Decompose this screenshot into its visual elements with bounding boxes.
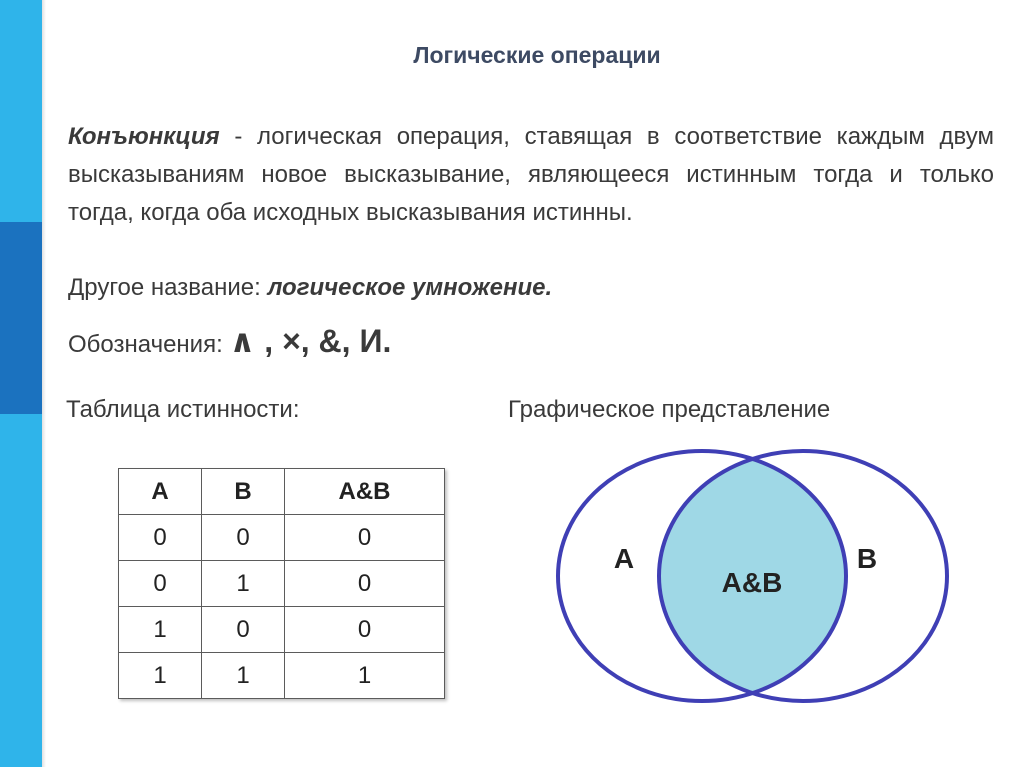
table-cell: 1 — [119, 653, 202, 699]
table-row — [119, 607, 445, 653]
venn-label-a: A — [613, 543, 635, 574]
venn-label-intersection: A&B — [721, 567, 783, 598]
table-cell: 1 — [202, 561, 285, 607]
venn-heading: Графическое представление — [508, 396, 831, 423]
table-cell: 0 — [202, 515, 285, 561]
table-cell: 0 — [202, 607, 285, 653]
table-cell: 1 — [119, 607, 202, 653]
table-row — [119, 515, 445, 561]
truth-table — [118, 468, 445, 699]
alt-name-label: Другое название: — [68, 274, 268, 301]
alternative-name — [68, 274, 552, 302]
page-title: Логические операции — [413, 42, 661, 68]
truth-table-heading: Таблица истинности: — [66, 396, 300, 423]
table-header-cell: B — [202, 469, 285, 515]
table-cell: 1 — [202, 653, 285, 699]
table-cell: 0 — [119, 515, 202, 561]
table-header-row — [119, 469, 445, 515]
table-row — [119, 561, 445, 607]
table-header-cell: A — [119, 469, 202, 515]
definition-text: - логическая операция, ставящая в соответствие каждым двум высказываниям новое высказывание, являющееся истинным тогда и только тогда, когда оба исходных высказывания истинны. — [68, 123, 994, 226]
alt-name-value: логическое умножение. — [267, 274, 553, 301]
sidebar-shadow — [42, 0, 46, 767]
table-cell: 1 — [285, 653, 445, 699]
table-header-cell: A&B — [285, 469, 445, 515]
venn-diagram — [540, 440, 980, 730]
definition-paragraph — [68, 118, 994, 232]
table-cell: 0 — [119, 561, 202, 607]
sidebar-accent — [0, 222, 42, 414]
notations-label: Обозначения: — [68, 331, 230, 358]
notations — [68, 322, 391, 360]
table-cell: 0 — [285, 607, 445, 653]
venn-label-b: B — [856, 543, 878, 574]
table-cell: 0 — [285, 561, 445, 607]
notations-value: ∧ , ×, &, И. — [229, 323, 392, 359]
table-cell: 0 — [285, 515, 445, 561]
table-row — [119, 653, 445, 699]
definition-term: Конъюнкция — [68, 123, 220, 150]
